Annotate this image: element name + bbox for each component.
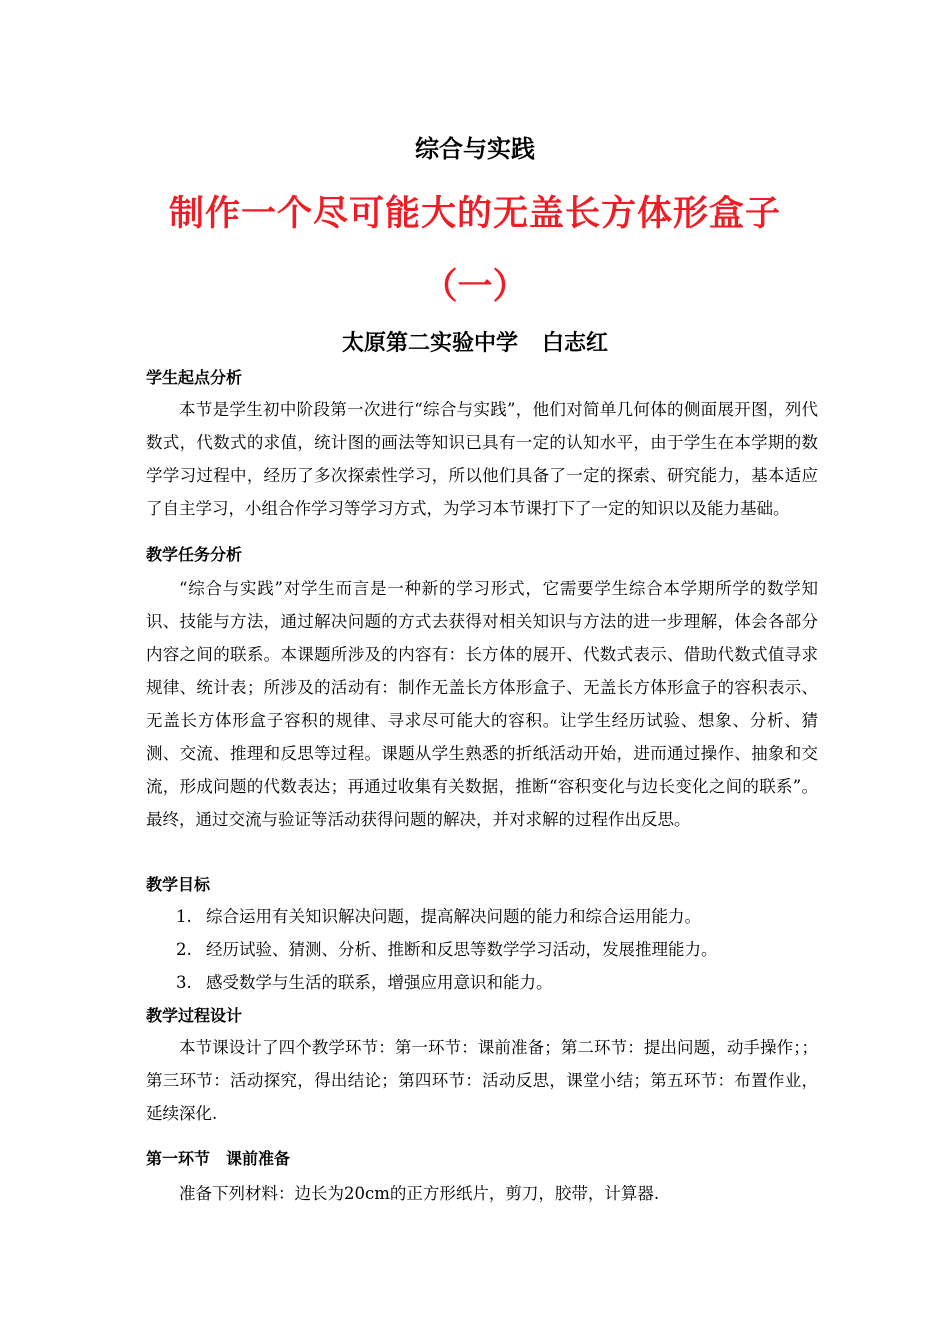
author-line: [0, 328, 950, 358]
document-title: 制作一个尽可能大的无盖长方体形盒子: [168, 193, 781, 234]
section-heading-task-analysis: 教学任务分析: [146, 545, 243, 564]
paragraph-process: 本节课设计了四个教学环节：第一环节：课前准备；第二环节：提出问题，动手操作；；第三环节：活动探究，得出结论；第四环节：活动反思，课堂小结；第五环节：布置作业，延续深化.: [146, 1038, 818, 1123]
document-part-label: （一）: [422, 266, 528, 307]
paragraph-step1: 准备下列材料：边长为20cm的正方形纸片，剪刀，胶带，计算器.: [179, 1184, 660, 1203]
goal-item: 2. 经历试验、猜测、分析、推断和反思等数学学习活动，发展推理能力。: [176, 940, 718, 959]
document-kicker: 综合与实践: [415, 134, 535, 163]
school-name: 太原第二实验中学: [341, 330, 518, 356]
paragraph-student-analysis: 本节是学生初中阶段第一次进行“综合与实践”，他们对简单几何体的侧面展开图，列代数式，代数式的求值，统计图的画法等知识已具有一定的认知水平，由于学生在本学期的数学学习过程中，经历了多次探索性学习，所以他们具备了一定的探索、研究能力，基本适应了自主学习，小组合作学习等学习方式，为学习本节课打下了一定的知识以及能力基础。: [146, 400, 818, 518]
paragraph-task-analysis: “综合与实践”对学生而言是一种新的学习形式，它需要学生综合本学期所学的数学知识、技能与方法，通过解决问题的方式去获得对相关知识与方法的进一步理解，体会各部分内容之间的联系。本课题所涉及的内容有：长方体的展开、代数式表示、借助代数式值寻求规律、统计表；所涉及的活动有：制作无盖长方体形盒子、无盖长方体形盒子的容积表示、无盖长方体形盒子容积的规律、寻求尽可能大的容积。让学生经历试验、想象、分析、猜测、交流、推理和反思等过程。课题从学生熟悉的折纸活动开始，进而通过操作、抽象和交流，形成问题的代数表达；再通过收集有关数据，推断“容积变化与边长变化之间的联系”。最终，通过交流与验证等活动获得问题的解决，并对求解的过程作出反思。: [146, 579, 818, 829]
section-heading-goals: 教学目标: [146, 875, 211, 894]
goal-item: 3. 感受数学与生活的联系，增强应用意识和能力。: [176, 973, 553, 992]
goal-item: 1. 综合运用有关知识解决问题，提高解决问题的能力和综合运用能力。: [176, 907, 701, 926]
section-heading-process: 教学过程设计: [146, 1006, 243, 1025]
section-heading-step1: 第一环节 课前准备: [146, 1149, 291, 1168]
teacher-name: 白志红: [542, 330, 609, 356]
section-heading-student-analysis: 学生起点分析: [146, 368, 243, 387]
